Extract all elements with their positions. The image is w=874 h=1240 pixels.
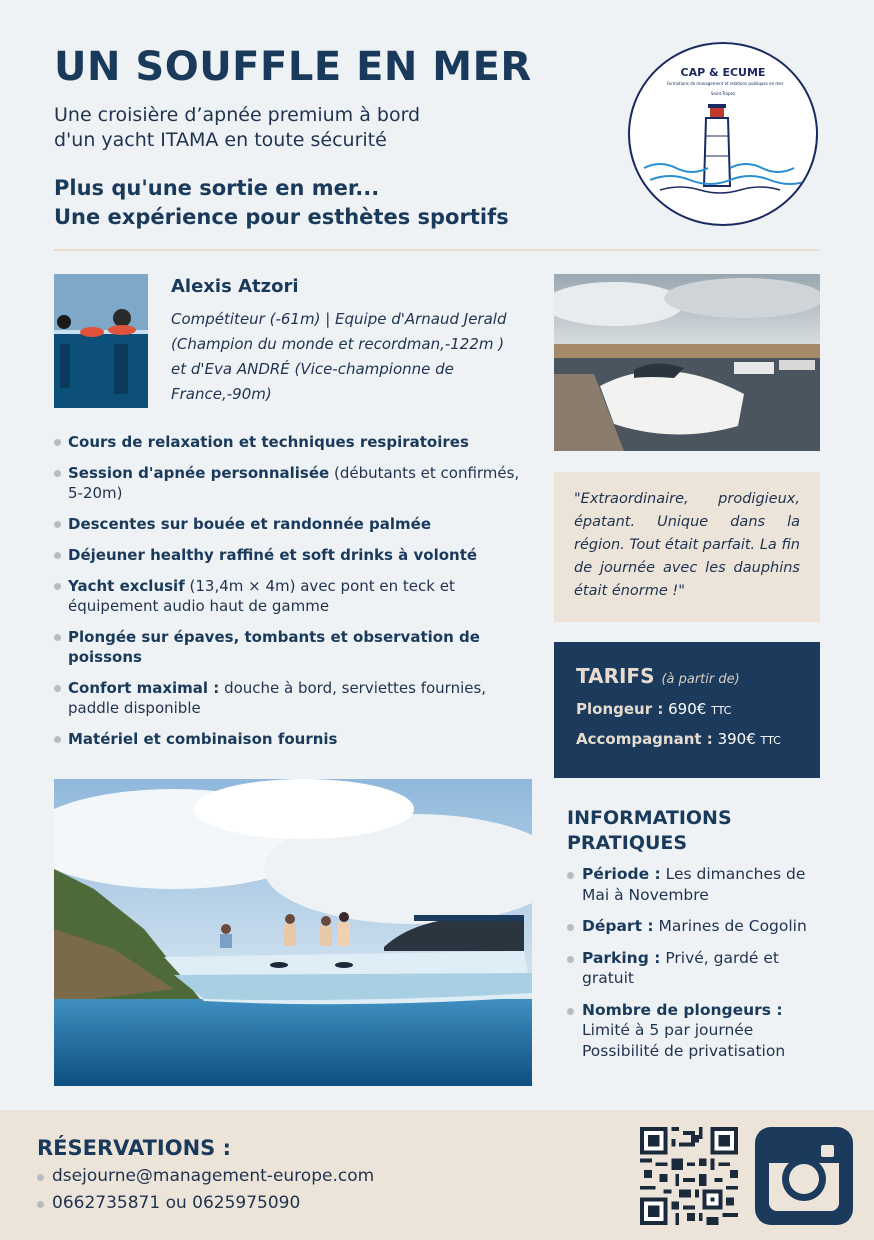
testimonial-box (554, 472, 820, 622)
departure-value: Marines de Cogolin (658, 917, 807, 935)
divers-label: Nombre de plongeurs : (582, 1000, 783, 1019)
list-item (54, 545, 524, 565)
list-item (54, 432, 524, 452)
feature-text: douche à bord, serviettes fournies, paddle disponible (68, 679, 487, 717)
qr-code-icon[interactable] (640, 1127, 738, 1225)
subtitle-line-2: d'un yacht ITAMA en toute sécurité (54, 129, 387, 151)
parking-value: Privé, gardé et gratuit (582, 948, 780, 987)
companion-price-row (576, 730, 798, 748)
list-item (54, 463, 524, 503)
feature-text: (13,4m × 4m) avec pont en teck et équipement audio haut de gamme (68, 577, 455, 615)
instructor-photo (54, 274, 148, 408)
list-item (54, 627, 524, 667)
yacht-at-sea-image (54, 779, 532, 1086)
feature-bold: Plongée sur épaves, tombants et observation de poissons (68, 628, 480, 666)
tagline-line-2: Une expérience pour esthètes sportifs (54, 205, 509, 229)
info-title-line-2: PRATIQUES (567, 832, 688, 854)
feature-bold: Yacht exclusif (68, 577, 185, 595)
tarifs-note: (à partir de) (661, 672, 740, 687)
email-contact[interactable]: dsejourne@management-europe.com (37, 1166, 374, 1186)
diver-price: 690€ (668, 700, 707, 718)
diver-price-row (576, 700, 798, 718)
freediver-image (54, 274, 148, 408)
diver-label: Plongeur : (576, 700, 664, 718)
parking-label: Parking : (582, 948, 661, 967)
list-item (54, 514, 524, 534)
period-value: Les dimanches de Mai à Novembre (582, 865, 806, 904)
departure-label: Départ : (582, 917, 654, 935)
info-heading (567, 806, 732, 856)
feature-bold: Confort maximal : (68, 679, 220, 697)
page-title: UN SOUFFLE EN MER (54, 44, 532, 90)
companion-price: 390€ (717, 730, 756, 748)
feature-text: (débutants et confirmés, 5-20m) (68, 464, 520, 502)
instructor-name: Alexis Atzori (171, 276, 299, 297)
list-item (54, 576, 524, 616)
companion-label: Accompagnant : (576, 730, 713, 748)
tagline (54, 174, 614, 232)
logo-location: Saint-Tropez (710, 91, 736, 96)
info-list (567, 864, 827, 1072)
tarifs-title: TARIFS (576, 664, 655, 688)
header-divider (54, 249, 820, 251)
privatisation-note: Possibilité de privatisation (582, 1041, 786, 1060)
list-item (567, 864, 827, 905)
list-item (54, 678, 524, 718)
logo-subtitle: Formations de management et relations publiques en mer (666, 81, 784, 86)
feature-bold: Descentes sur bouée et randonnée palmée (68, 515, 432, 533)
lighthouse-icon (630, 96, 818, 226)
tarifs-box (554, 642, 820, 778)
tagline-line-1: Plus qu'une sortie en mer... (54, 176, 380, 200)
feature-bold: Cours de relaxation et techniques respiratoires (68, 433, 469, 451)
logo-title: CAP & ECUME (680, 66, 766, 79)
reservations-title: RÉSERVATIONS : (37, 1136, 232, 1160)
harbor-photo (554, 274, 820, 451)
info-title-line-1: INFORMATIONS (567, 807, 732, 829)
list-item (54, 729, 524, 749)
yacht-photo (54, 779, 532, 1086)
features-list (54, 432, 524, 760)
phone-contact[interactable]: 0662735871 ou 0625975090 (37, 1193, 300, 1213)
testimonial-text: "Extraordinaire, prodigieux, épatant. Unique dans la région. Tout était parfait. La fin de journée avec les dauphins était énorme !" (574, 491, 800, 599)
reservations-footer (0, 1110, 874, 1240)
subtitle-line-1: Une croisière d’apnée premium à bord (54, 104, 421, 126)
instructor-bio: Compétiteur (-61m) | Equipe d'Arnaud Jerald (Champion du monde et recordman,-122m ) et d'Eva ANDRÉ (Vice-championne de France,-90m) (171, 310, 507, 403)
feature-bold: Session d'apnée personnalisée (68, 464, 330, 482)
divers-value: Limité à 5 par journée (582, 1021, 754, 1039)
tarifs-heading (576, 664, 798, 688)
period-label: Période : (582, 865, 661, 883)
list-item (567, 1000, 827, 1062)
feature-bold: Matériel et combinaison fournis (68, 730, 338, 748)
instagram-icon[interactable] (755, 1127, 853, 1225)
yacht-harbor-image (554, 274, 820, 451)
list-item (567, 948, 827, 989)
tax-label: TTC (760, 734, 781, 747)
subtitle (54, 103, 524, 153)
cap-ecume-logo (628, 42, 818, 226)
feature-bold: Déjeuner healthy raffiné et soft drinks à volonté (68, 546, 478, 564)
tax-label: TTC (711, 704, 732, 717)
list-item (567, 916, 827, 937)
